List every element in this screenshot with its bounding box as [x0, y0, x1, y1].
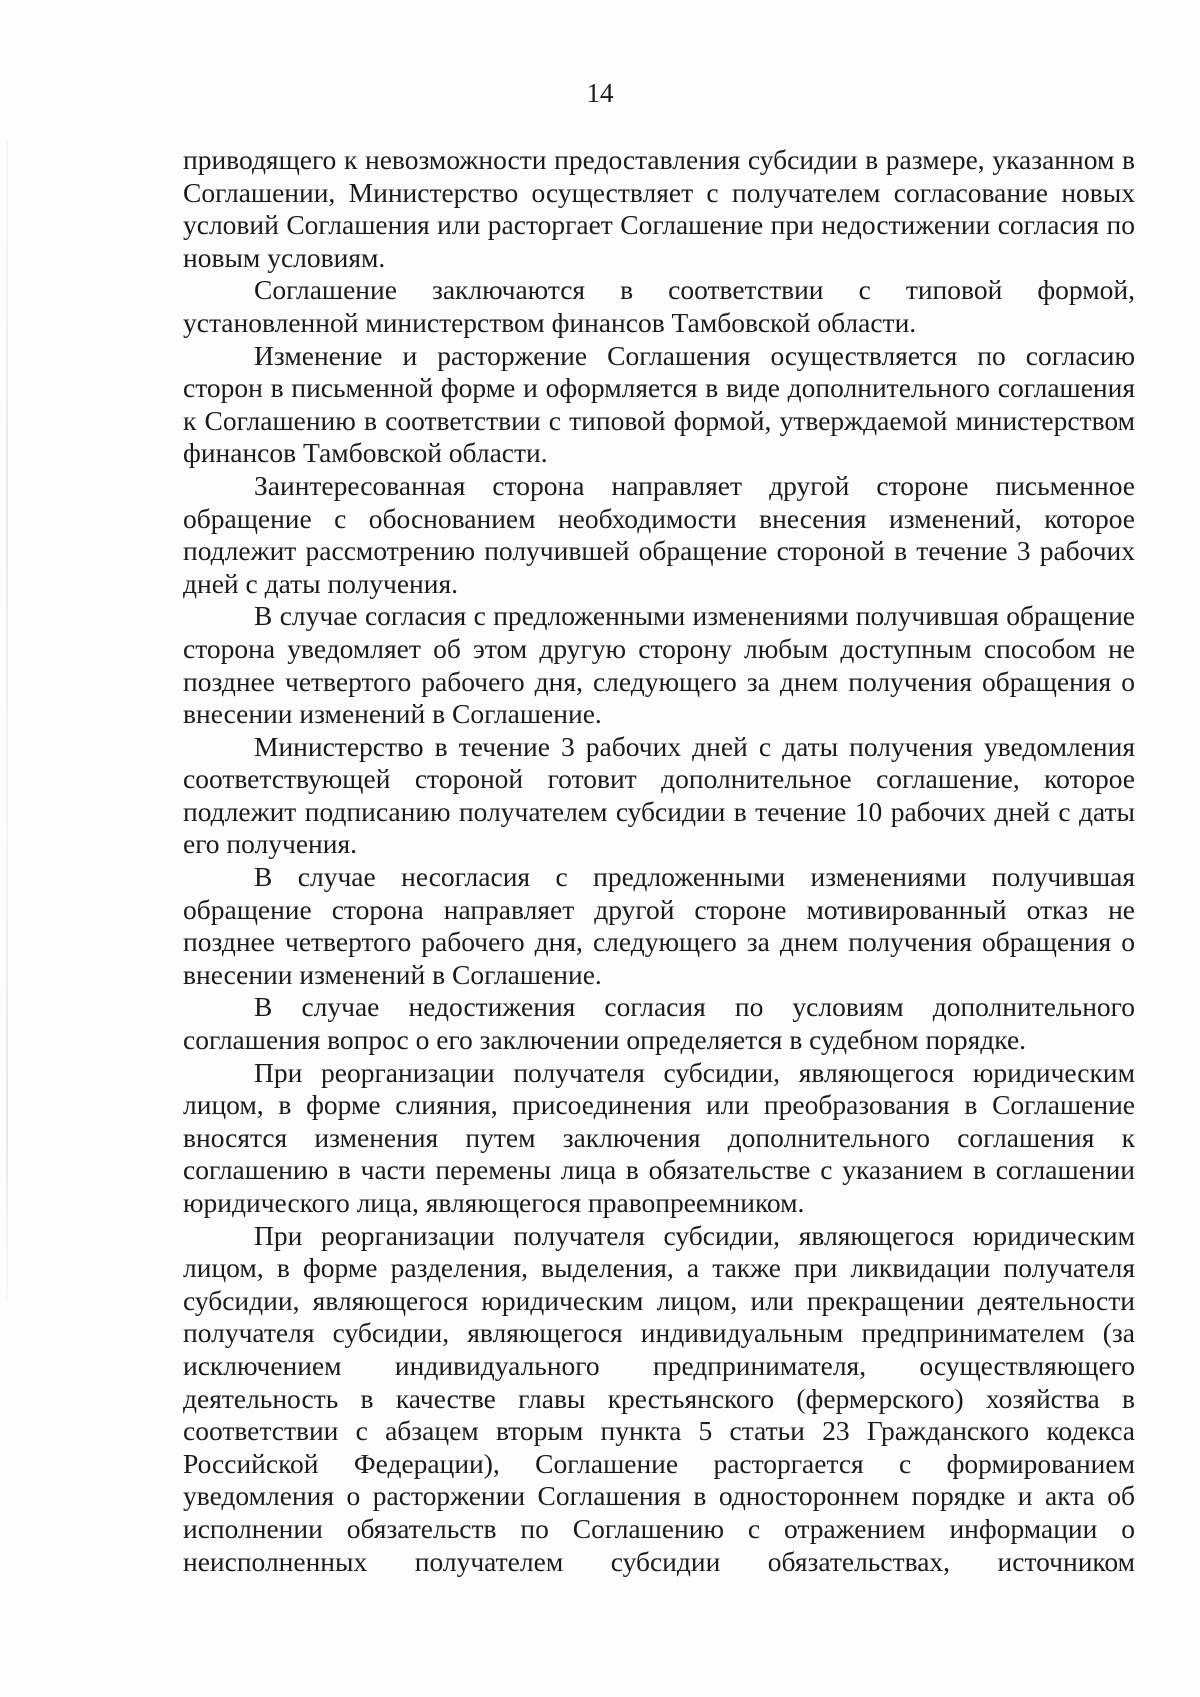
- paragraph: При реорганизации получателя субсидии, являющегося юридическим лицом, в форме слияния, присоединения или преобразования в Соглашение вносятся изменения путем заключения дополнительного соглашения к соглашению в части перемены лица в обязательстве с указанием в соглашении юридического лица, являющегося правопреемником.: [183, 1056, 1135, 1218]
- paragraph: Заинтересованная сторона направляет другой стороне письменное обращение с обоснованием необходимости внесения изменений, которое подлежит рассмотрению получившей обращение стороной в течение 3 рабочих дней с даты получения.: [183, 469, 1135, 599]
- paragraph: В случае недостижения согласия по условиям дополнительного соглашения вопрос о его заключении определяется в судебном порядке.: [183, 991, 1135, 1056]
- scan-edge-shadow: [6, 140, 8, 1300]
- paragraph: В случае согласия с предложенными изменениями получившая обращение сторона уведомляет об этом другую сторону любым доступным способом не позднее четвертого рабочего дня, следующего за днем получения обращения о внесении изменений в Соглашение.: [183, 600, 1135, 730]
- paragraph: Соглашение заключаются в соответствии с типовой формой, установленной министерством финансов Тамбовской области.: [183, 274, 1135, 338]
- paragraph-continuation: приводящего к невозможности предоставления субсидии в размере, указанном в Соглашении, Министерство осуществляет с получателем согласование новых условий Соглашения или расторгает Соглашение при недостижении согласия по новым условиям.: [183, 144, 1135, 273]
- paragraph: Министерство в течение 3 рабочих дней с даты получения уведомления соответствующей стороной готовит дополнительное соглашение, которое подлежит подписанию получателем субсидии в течение 10 рабочих дней с даты его получения.: [183, 730, 1135, 860]
- paragraph: Изменение и расторжение Соглашения осуществляется по согласию сторон в письменной форме и оформляется в виде дополнительного соглашения к Соглашению в соответствии с типовой формой, утверждаемой министерством финансов Тамбовской области.: [183, 339, 1135, 469]
- document-body: [183, 144, 1135, 1578]
- paragraph: В случае несогласия с предложенными изменениями получившая обращение сторона направляет другой стороне мотивированный отказ не позднее четвертого рабочего дня, следующего за днем получения обращения о внесении изменений в Соглашение.: [183, 861, 1135, 990]
- page-number: 14: [586, 78, 614, 108]
- paragraph-continues-next-page: При реорганизации получателя субсидии, являющегося юридическим лицом, в форме разделения, выделения, а также при ликвидации получателя субсидии, являющегося юридическим лицом, или прекращении деятельности получателя субсидии, являющегося индивидуальным предпринимателем (за исключением индивидуального предпринимателя, осуществляющего деятельность в качестве главы крестьянского (фермерского) хозяйства в соответствии с абзацем вторым пункта 5 статьи 23 Гражданского кодекса Российской Федерации), Соглашение расторгается с формированием уведомления о расторжении Соглашения в одностороннем порядке и акта об исполнении обязательств по Соглашению с отражением информации о неисполненных получателем субсидии обязательствах, источником: [183, 1219, 1135, 1577]
